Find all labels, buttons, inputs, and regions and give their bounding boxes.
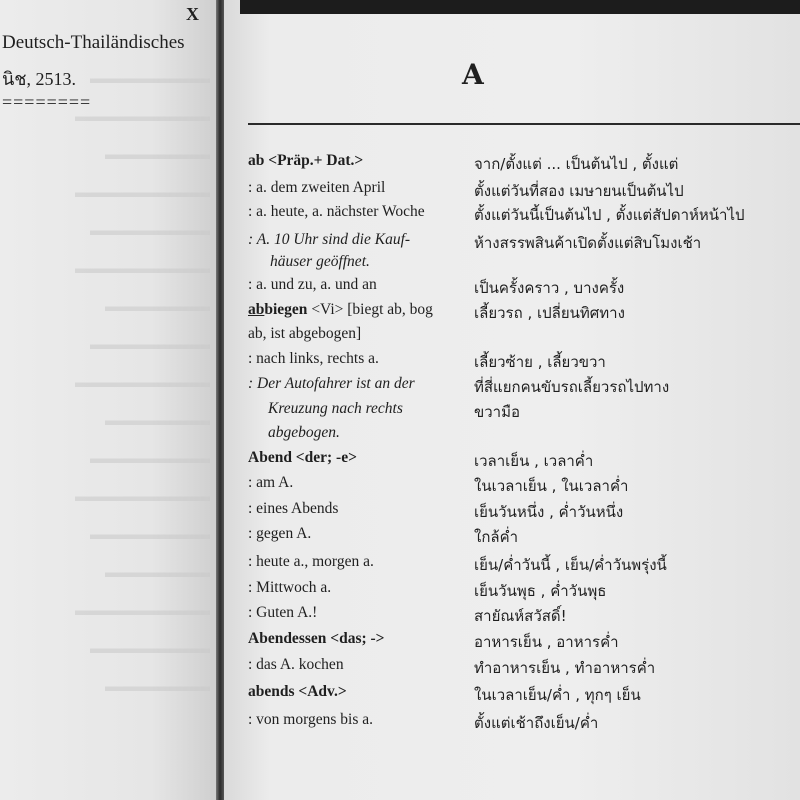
example: : Mittwoch a. [248, 579, 332, 596]
example: : das A. kochen [248, 656, 344, 673]
translation: เลี้ยวรถ , เปลี่ยนทิศทาง [474, 304, 625, 322]
translation: ในเวลาเย็น , ในเวลาค่ำ [474, 477, 629, 495]
left-page-line-2: นิช, 2513. [2, 69, 77, 89]
example: : Guten A.! [248, 604, 318, 621]
headword-abbiegen [248, 301, 433, 319]
bleed-through-text: ▬▬▬▬▬▬▬▬ ▬▬▬▬▬▬▬▬▬ ▬▬▬▬▬▬▬ ▬▬▬▬▬▬▬▬▬ ▬▬▬▬▬▬▬▬ ▬▬▬▬▬▬▬▬▬ ▬▬▬▬▬▬▬ ▬▬▬▬▬▬▬▬ ▬▬▬▬▬▬▬▬▬ ▬▬▬▬▬▬▬ ▬▬▬▬▬▬▬▬ ▬▬▬▬▬▬▬▬▬ ▬▬▬▬▬▬▬▬ ▬▬▬▬▬▬▬ ▬▬▬▬▬▬▬▬▬ ▬▬▬▬▬▬▬▬ ▬▬▬▬▬▬▬ [75, 71, 210, 695]
headword-ab: ab <Präp.+ Dat.> [248, 152, 364, 169]
translation: เย็น/ค่ำวันนี้ , เย็น/ค่ำวันพรุ่งนี้ [474, 556, 667, 574]
page-folio: X [186, 4, 199, 24]
translation: ตั้งแต่วันที่สอง เมษายนเป็นต้นไป [474, 182, 684, 200]
example-sentence: : A. 10 Uhr sind die Kauf- [248, 231, 411, 248]
headword-abendessen: Abendessen <das; -> [248, 630, 385, 647]
translation: จาก/ตั้งแต่ ... เป็นต้นไป , ตั้งแต่ [474, 155, 679, 173]
example: : a. dem zweiten April [248, 179, 386, 196]
headword-abend: Abend <der; -e> [248, 449, 357, 466]
translation: ที่สี่แยกคนขับรถเลี้ยวรถไปทาง [474, 378, 670, 396]
translation: สายัณห์สวัสดิ์! [474, 607, 567, 625]
translation: ทำอาหารเย็น , ทำอาหารค่ำ [474, 659, 656, 677]
right-page [224, 0, 800, 800]
book-gutter [216, 0, 224, 800]
translation: อาหารเย็น , อาหารค่ำ [474, 633, 619, 651]
headword-abbiegen-text: abbiegen <Vi> [biegt ab, bog [248, 301, 433, 318]
translation: ตั้งแต่วันนี้เป็นต้นไป , ตั้งแต่สัปดาห์หน้าไป [474, 206, 745, 224]
translation: ในเวลาเย็น/ค่ำ , ทุกๆ เย็น [474, 686, 641, 704]
example: : eines Abends [248, 500, 339, 517]
background-edge [240, 0, 800, 14]
translation: เลี้ยวซ้าย , เลี้ยวขวา [474, 353, 606, 371]
example: : a. heute, a. nächster Woche [248, 203, 425, 220]
left-page [0, 0, 216, 800]
translation: เป็นครั้งคราว , บางครั้ง [474, 279, 625, 297]
left-page-separator: ======== [2, 92, 92, 112]
header-rule [248, 123, 800, 125]
example: : heute a., morgen a. [248, 553, 374, 570]
example-sentence: : Der Autofahrer ist an der [248, 375, 415, 392]
example: : nach links, rechts a. [248, 350, 379, 367]
translation: ใกล้ค่ำ [474, 528, 519, 546]
translation: ห้างสรรพสินค้าเปิดตั้งแต่สิบโมงเช้า [474, 234, 702, 252]
example: : gegen A. [248, 525, 312, 542]
example-sentence-continued: abgebogen. [268, 424, 340, 441]
section-letter: A [462, 58, 484, 91]
example: : a. und zu, a. und an [248, 276, 377, 293]
example: : von morgens bis a. [248, 711, 373, 728]
translation: เย็นวันพุธ , ค่ำวันพุธ [474, 582, 607, 600]
translation-continued: ขวามือ [474, 403, 520, 421]
left-page-line-1: Deutsch-Thailändisches [2, 32, 185, 53]
headword-abbiegen-continued: ab, ist abgebogen] [248, 325, 362, 342]
example-sentence-continued: häuser geöffnet. [270, 253, 370, 270]
example-sentence-continued: Kreuzung nach rechts [268, 400, 403, 417]
translation: เย็นวันหนึ่ง , ค่ำวันหนึ่ง [474, 503, 624, 521]
translation: ตั้งแต่เช้าถึงเย็น/ค่ำ [474, 714, 599, 732]
example: : am A. [248, 474, 294, 491]
headword-abends: abends <Adv.> [248, 683, 347, 700]
translation: เวลาเย็น , เวลาค่ำ [474, 452, 594, 470]
